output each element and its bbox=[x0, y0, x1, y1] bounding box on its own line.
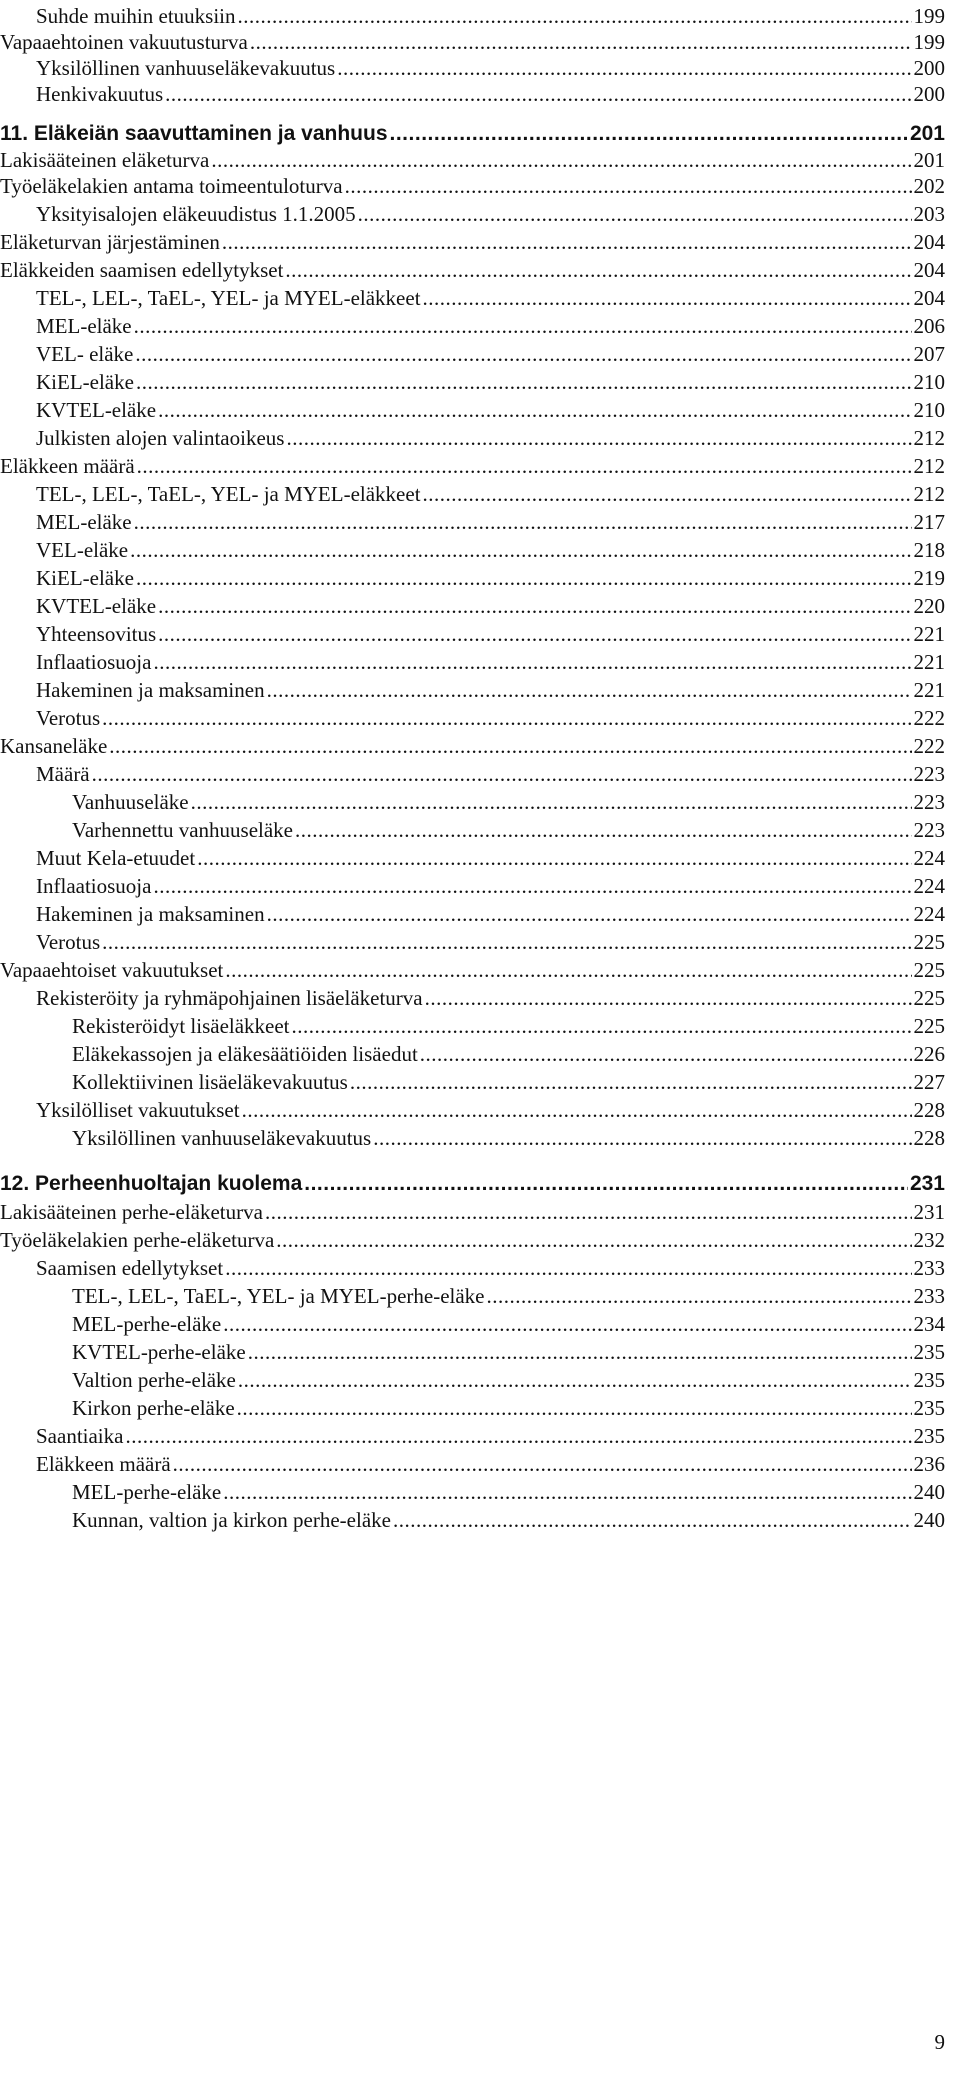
toc-entry-label: MEL-perhe-eläke bbox=[72, 1480, 222, 1504]
toc-entry-label: Eläkekassojen ja eläkesäätiöiden lisäedut bbox=[72, 1042, 418, 1066]
toc-entry-label: 11. Eläkeiän saavuttaminen ja vanhuus bbox=[0, 122, 388, 145]
toc-entry-label: MEL-eläke bbox=[36, 314, 132, 338]
toc-entry-label: Verotus bbox=[36, 706, 101, 730]
toc-entry-label: Varhennettu vanhuuseläke bbox=[72, 818, 294, 842]
toc-entry-page: 228 bbox=[913, 1126, 945, 1150]
toc-entry-label: Eläketurvan järjestäminen bbox=[0, 230, 220, 254]
toc-entry-page: 235 bbox=[913, 1396, 945, 1420]
toc-entry-page: 233 bbox=[913, 1284, 945, 1308]
toc-entry-page: 240 bbox=[913, 1508, 945, 1532]
toc-entry-label: Eläkkeen määrä bbox=[36, 1452, 171, 1476]
toc-entry-page: 225 bbox=[913, 930, 945, 954]
toc-entry-label: Rekisteröidyt lisäeläkkeet bbox=[72, 1014, 290, 1038]
toc-entry-page: 224 bbox=[913, 874, 945, 898]
toc-entry-page: 236 bbox=[913, 1452, 945, 1476]
toc-entry-page: 217 bbox=[913, 510, 945, 534]
toc-entry-page: 221 bbox=[913, 678, 945, 702]
toc-entry-label: Työeläkelakien antama toimeentuloturva bbox=[0, 174, 343, 198]
toc-entry-page: 202 bbox=[913, 174, 945, 198]
toc-entry-page: 223 bbox=[913, 762, 945, 786]
toc-entry-page: 224 bbox=[913, 902, 945, 926]
toc-entry[interactable] bbox=[0, 1504, 945, 1536]
toc-entry-label: Hakeminen ja maksaminen bbox=[36, 678, 265, 702]
toc-entry-page: 233 bbox=[913, 1256, 945, 1280]
toc-entry-label: Kirkon perhe-eläke bbox=[72, 1396, 235, 1420]
toc-entry-label: Rekisteröity ja ryhmäpohjainen lisäeläketurva bbox=[36, 986, 423, 1010]
toc-entry-page: 210 bbox=[913, 370, 945, 394]
toc-entry-label: Saantiaika bbox=[36, 1424, 124, 1448]
toc-entry-page: 219 bbox=[913, 566, 945, 590]
toc-entry-page: 234 bbox=[913, 1312, 945, 1336]
toc-entry-page: 199 bbox=[913, 4, 945, 28]
toc-entry-label: Lakisääteinen eläketurva bbox=[0, 148, 210, 172]
toc-entry-line bbox=[36, 78, 945, 110]
toc-entry-label: Julkisten alojen valintaoikeus bbox=[36, 426, 285, 450]
toc-entry-line bbox=[72, 1122, 945, 1154]
toc-entry-page: 223 bbox=[913, 818, 945, 842]
toc-entry-page: 201 bbox=[909, 122, 945, 145]
toc-entry-page: 221 bbox=[913, 622, 945, 646]
toc-entry-page: 204 bbox=[913, 230, 945, 254]
toc-entry-label: Muut Kela-etuudet bbox=[36, 846, 196, 870]
toc-entry-label: Inflaatiosuoja bbox=[36, 650, 152, 674]
toc-entry-label: TEL-, LEL-, TaEL-, YEL- ja MYEL-perhe-eläke bbox=[72, 1284, 485, 1308]
toc-entry-label: Työeläkelakien perhe-eläketurva bbox=[0, 1228, 275, 1252]
toc-entry-label: MEL-eläke bbox=[36, 510, 132, 534]
toc-entry-label: TEL-, LEL-, TaEL-, YEL- ja MYEL-eläkkeet bbox=[36, 286, 421, 310]
toc-entry-label: Kollektiivinen lisäeläkevakuutus bbox=[72, 1070, 348, 1094]
toc-entry-page: 225 bbox=[913, 1014, 945, 1038]
toc-entry-page: 199 bbox=[913, 30, 945, 54]
toc-entry-label: Henkivakuutus bbox=[36, 82, 164, 106]
toc-entry-page: 222 bbox=[913, 706, 945, 730]
toc-entry-page: 220 bbox=[913, 594, 945, 618]
toc-entry-page: 231 bbox=[913, 1200, 945, 1224]
toc-entry-label: Hakeminen ja maksaminen bbox=[36, 902, 265, 926]
toc-entry-label: Kunnan, valtion ja kirkon perhe-eläke bbox=[72, 1508, 391, 1532]
toc-entry-page: 224 bbox=[913, 846, 945, 870]
toc-entry-label: Yksityisalojen eläkeuudistus 1.1.2005 bbox=[36, 202, 356, 226]
toc-entry-page: 221 bbox=[913, 650, 945, 674]
toc-entry-page: 206 bbox=[913, 314, 945, 338]
toc-entry-page: 225 bbox=[913, 986, 945, 1010]
toc-entry-page: 228 bbox=[913, 1098, 945, 1122]
toc-entry-label: Verotus bbox=[36, 930, 101, 954]
toc-dot-leader bbox=[393, 1504, 912, 1536]
toc-entry-label: Inflaatiosuoja bbox=[36, 874, 152, 898]
toc-entry-label: Vapaaehtoinen vakuutusturva bbox=[0, 30, 248, 54]
toc-entry-label: Kansaneläke bbox=[0, 734, 108, 758]
toc-entry-label: KVTEL-perhe-eläke bbox=[72, 1340, 246, 1364]
toc-entry-page: 235 bbox=[913, 1340, 945, 1364]
toc-entry-page: 235 bbox=[913, 1368, 945, 1392]
toc-entry-label: KiEL-eläke bbox=[36, 566, 134, 590]
toc-entry-label: Vanhuuseläke bbox=[72, 790, 189, 814]
toc-entry-label: TEL-, LEL-, TaEL-, YEL- ja MYEL-eläkkeet bbox=[36, 482, 421, 506]
toc-entry-label: Määrä bbox=[36, 762, 90, 786]
toc-entry[interactable] bbox=[0, 1122, 945, 1154]
toc-entry-page: 207 bbox=[913, 342, 945, 366]
toc-entry-page: 223 bbox=[913, 790, 945, 814]
toc-entry-page: 235 bbox=[913, 1424, 945, 1448]
toc-entry-page: 240 bbox=[913, 1480, 945, 1504]
toc-entry-label: Eläkkeiden saamisen edellytykset bbox=[0, 258, 284, 282]
toc-entry-page: 200 bbox=[913, 56, 945, 80]
toc-entry-page: 203 bbox=[913, 202, 945, 226]
toc-dot-leader bbox=[373, 1122, 911, 1154]
toc-entry-page: 204 bbox=[913, 286, 945, 310]
page-number: 9 bbox=[934, 2030, 945, 2054]
toc-entry-label: Yhteensovitus bbox=[36, 622, 157, 646]
toc-entry-page: 212 bbox=[913, 482, 945, 506]
toc-entry-page: 226 bbox=[913, 1042, 945, 1066]
toc-entry-page: 227 bbox=[913, 1070, 945, 1094]
toc-entry[interactable] bbox=[0, 78, 945, 110]
toc-entry-label: Yksilöllinen vanhuuseläkevakuutus bbox=[72, 1126, 372, 1150]
toc-entry-label: KVTEL-eläke bbox=[36, 594, 157, 618]
toc-entry-page: 222 bbox=[913, 734, 945, 758]
toc-entry-label: VEL- eläke bbox=[36, 342, 134, 366]
toc-entry-page: 210 bbox=[913, 398, 945, 422]
toc-entry-label: Valtion perhe-eläke bbox=[72, 1368, 236, 1392]
toc-entry-label: MEL-perhe-eläke bbox=[72, 1312, 222, 1336]
toc-entry-page: 212 bbox=[913, 426, 945, 450]
toc-entry-label: Saamisen edellytykset bbox=[36, 1256, 224, 1280]
toc-entry-label: KVTEL-eläke bbox=[36, 398, 157, 422]
toc-entry-page: 232 bbox=[913, 1228, 945, 1252]
toc-entry-label: KiEL-eläke bbox=[36, 370, 134, 394]
toc-entry-label: Lakisääteinen perhe-eläketurva bbox=[0, 1200, 263, 1224]
toc-entry-label: Eläkkeen määrä bbox=[0, 454, 135, 478]
toc-entry-label: VEL-eläke bbox=[36, 538, 129, 562]
toc-dot-leader bbox=[165, 78, 911, 110]
toc-entry-page: 212 bbox=[913, 454, 945, 478]
toc-entry-label: Yksilölliset vakuutukset bbox=[36, 1098, 240, 1122]
toc-entry-line bbox=[72, 1504, 945, 1536]
toc-entry-page: 218 bbox=[913, 538, 945, 562]
toc-entry-label: Yksilöllinen vanhuuseläkevakuutus bbox=[36, 56, 336, 80]
toc-entry-page: 200 bbox=[913, 82, 945, 106]
toc-entry-page: 231 bbox=[909, 1172, 945, 1195]
toc-entry-page: 225 bbox=[913, 958, 945, 982]
toc-entry-page: 204 bbox=[913, 258, 945, 282]
toc-entry-label: Vapaaehtoiset vakuutukset bbox=[0, 958, 224, 982]
toc-entry-page: 201 bbox=[913, 148, 945, 172]
toc-entry-label: Suhde muihin etuuksiin bbox=[36, 4, 236, 28]
toc-entry-label: 12. Perheenhuoltajan kuolema bbox=[0, 1172, 303, 1195]
